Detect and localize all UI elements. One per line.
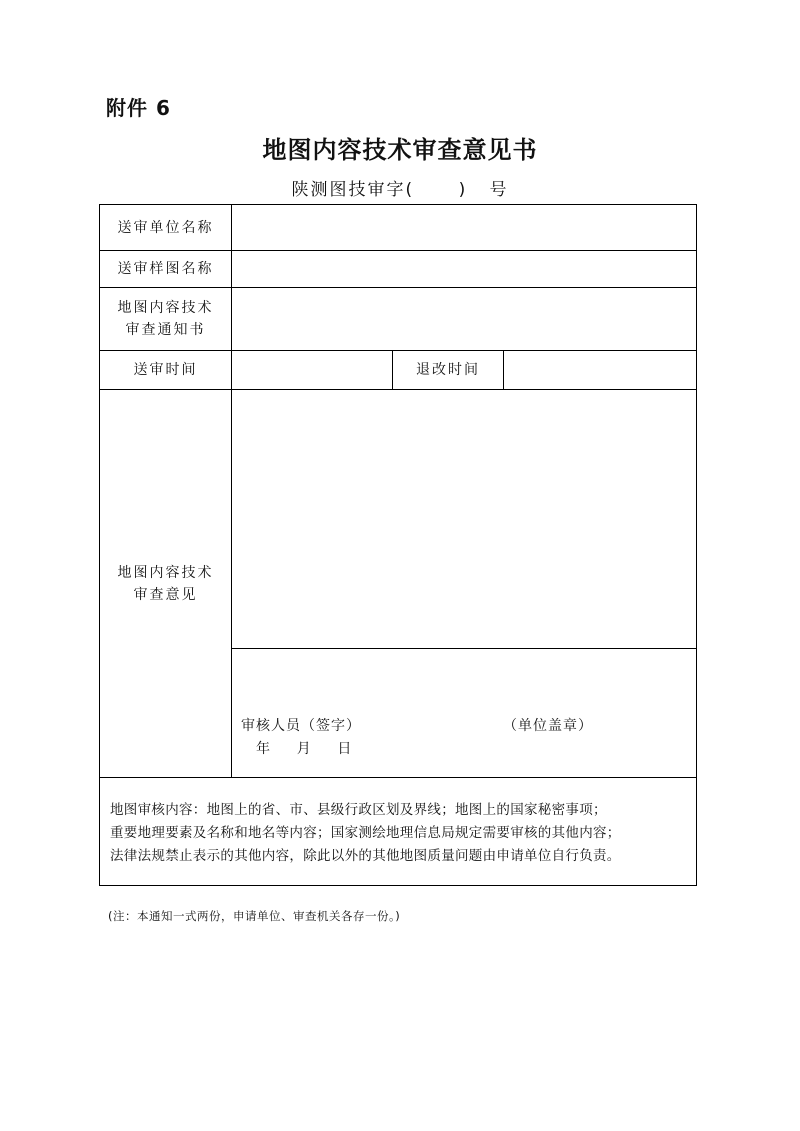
- footnote: (注：本通知一式两份，申请单位、审查机关各存一份。): [108, 909, 401, 923]
- document-number: 陕测图技审字( ) 号: [291, 180, 509, 200]
- review-form-table: [99, 204, 697, 886]
- scope-line: 重要地理要素及名称和地名等内容；国家测绘地理信息局规定需要审核的其他内容；: [110, 825, 621, 841]
- review-notice-field[interactable]: [232, 288, 696, 350]
- unit-seal-label: （单位盖章）: [503, 718, 593, 734]
- sample-map-name-label: 送审样图名称: [117, 261, 214, 277]
- document-title: 地图内容技术审查意见书: [262, 136, 538, 164]
- return-time-label: 退改时间: [416, 362, 480, 378]
- submit-time-field[interactable]: [232, 351, 392, 389]
- row-divider: [100, 777, 696, 778]
- review-opinion-label: 地图内容技术 审查意见: [117, 564, 214, 603]
- attachment-label: 附件 6: [106, 96, 171, 120]
- scope-line: 法律法规禁止表示的其他内容，除此以外的其他地图质量问题由申请单位自行负责。: [110, 848, 621, 864]
- scope-line: 地图审核内容：地图上的省、市、县级行政区划及界线；地图上的国家秘密事项；: [110, 802, 607, 818]
- submitter-name-field[interactable]: [232, 205, 696, 250]
- submitter-name-label: 送审单位名称: [117, 219, 214, 236]
- date-line: 年 月 日: [256, 741, 352, 757]
- reviewer-signature-label: 审核人员（签字）: [241, 718, 361, 734]
- review-opinion-field[interactable]: [232, 390, 696, 648]
- review-notice-label: 地图内容技术 审查通知书: [117, 300, 214, 338]
- submit-time-label: 送审时间: [133, 362, 198, 378]
- return-time-field[interactable]: [504, 351, 696, 389]
- review-scope-text: [110, 799, 690, 868]
- sample-map-name-field[interactable]: [232, 251, 696, 287]
